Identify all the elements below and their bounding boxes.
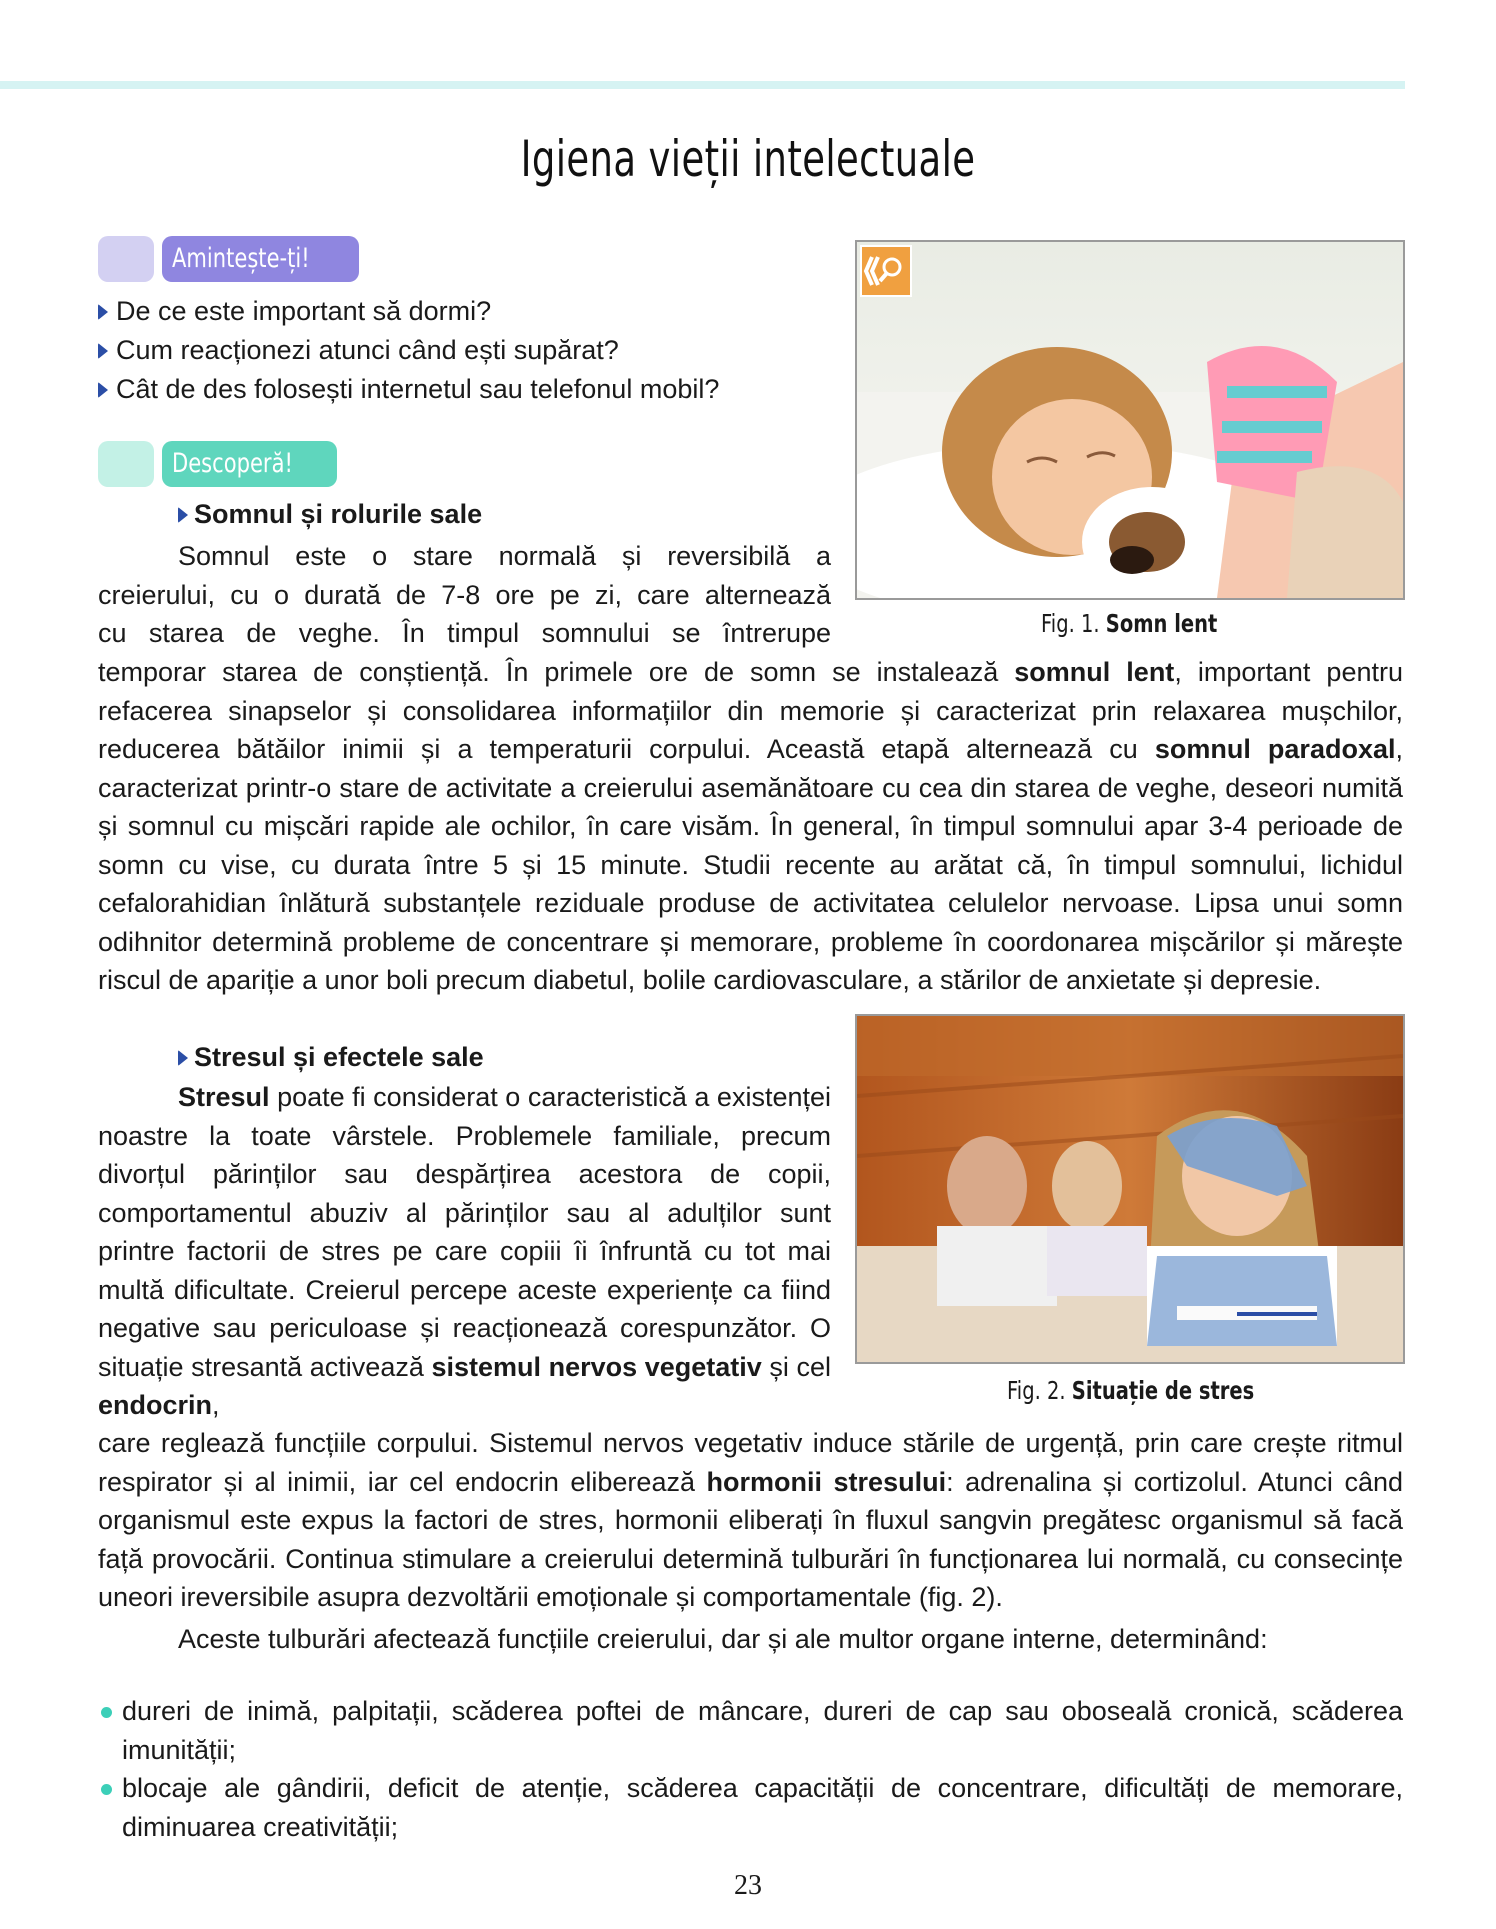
figure-2-photo: [855, 1014, 1405, 1364]
discover-tag-label: Descoperă!: [162, 441, 337, 487]
triangle-bullet-icon: [98, 304, 108, 320]
section-stress-intro: Stresul poate fi considerat o caracteristică a existenței noastre la toate vârstele. Problemele familiale, precum divorțul părinților sau despărțirea acestora de copii, comportamentul abuziv al părinților sau al adulților sunt printre factorii de stres pe care copiii îi înfruntă cu tot mai multă dificultate. Creierul percepe aceste experiențe ca fiind negative sau periculoase și reacționează corespunzător. O situație stresantă activează sistemul nervos vegetativ și cel endocrin,: [98, 1082, 831, 1420]
figure-1-caption: Fig. 1. Somn lent: [1041, 609, 1218, 638]
section-sleep-body: temporar starea de conștiență. În primele ore de somn se instalează somnul lent, important pentru refacerea sinapselor și consolidarea informațiilor din memorie și caracterizat prin relaxarea mușchilor, reducerea bătăilor inimii și a temperaturii corpului. Această etapă alternează cu somnul paradoxal, caracterizat printr-o stare de activitate a creierului asemănătoare cu cea din starea de veghe, deseori numită și somnul cu mișcări rapide ale ochilor, în care visăm. În general, în timpul somnului apar 3-4 perioade de somn cu vise, cu durata între 5 și 15 minute. Studii recente au arătat că, în timpul somnului, lichidul cefalorahidian înlătură substanțele reziduale produse de activitatea celulelor nervoase. Lipsa unui somn odihnitor determină probleme de concentrare și memorare, probleme în coordonarea mișcărilor și mărește riscul de apariție a unor boli precum diabetul, bolile cardiovasculare, a stărilor de anxietate și depresie.: [98, 657, 1403, 995]
triangle-bullet-icon: [178, 1050, 188, 1066]
list-item: blocaje ale gândirii, deficit de atenție, scăderea capacității de concentrare, dificultăți de memorare, diminuarea creativității;: [98, 1769, 1403, 1846]
top-accent-rule: [0, 81, 1405, 89]
zoom-icon: [860, 245, 912, 297]
page-title: Igiena vieții intelectuale: [520, 130, 976, 188]
section-sleep-heading: Somnul și rolurile sale: [178, 499, 482, 530]
discover-tag: [98, 441, 337, 487]
list-item: dureri de inimă, palpitații, scăderea poftei de mâncare, dureri de cap sau oboseală cronică, scăderea imunității;: [98, 1692, 1403, 1769]
remember-tag: [98, 236, 359, 282]
triangle-bullet-icon: [98, 343, 108, 359]
remember-tag-square: [98, 236, 154, 282]
question-item: Cum reacționezi atunci când ești supărat?: [98, 331, 719, 370]
section-stress-heading: Stresul și efectele sale: [178, 1042, 484, 1073]
page-number: 23: [734, 1870, 762, 1901]
effects-list: [98, 1692, 1403, 1846]
section-sleep-intro: Somnul este o stare normală și reversibilă a creierului, cu o durată de 7-8 ore pe zi, care alternează cu starea de veghe. În timpul somnului se întrerupe: [98, 541, 831, 648]
figure-1-photo: [855, 240, 1405, 600]
remember-tag-label: Amintește-ți!: [162, 236, 359, 282]
discover-tag-square: [98, 441, 154, 487]
question-item: De ce este important să dormi?: [98, 292, 719, 331]
section-stress-body: care reglează funcțiile corpului. Sistemul nervos vegetativ induce stările de urgență, prin care crește ritmul respirator și al inimii, iar cel endocrin eliberează hormonii stresului: adrenalina și cortizolul. Atunci când organismul este expus la factori de stres, hormonii eliberați în fluxul sangvin pregătesc organismul să facă față provocării. Continua stimulare a creierului determină tulburări în funcționarea lui normală, cu consecințe uneori ireversibile asupra dezvoltării emoționale și comportamentale (fig. 2). Aceste tulburări afectează funcțiile creierului, dar și ale multor organe interne, determinând:: [98, 1428, 1403, 1654]
triangle-bullet-icon: [178, 507, 188, 523]
figure-2-caption: Fig. 2. Situație de stres: [1007, 1376, 1255, 1405]
question-item: Cât de des folosești internetul sau telefonul mobil?: [98, 370, 719, 409]
question-list: [98, 292, 719, 409]
triangle-bullet-icon: [98, 382, 108, 398]
